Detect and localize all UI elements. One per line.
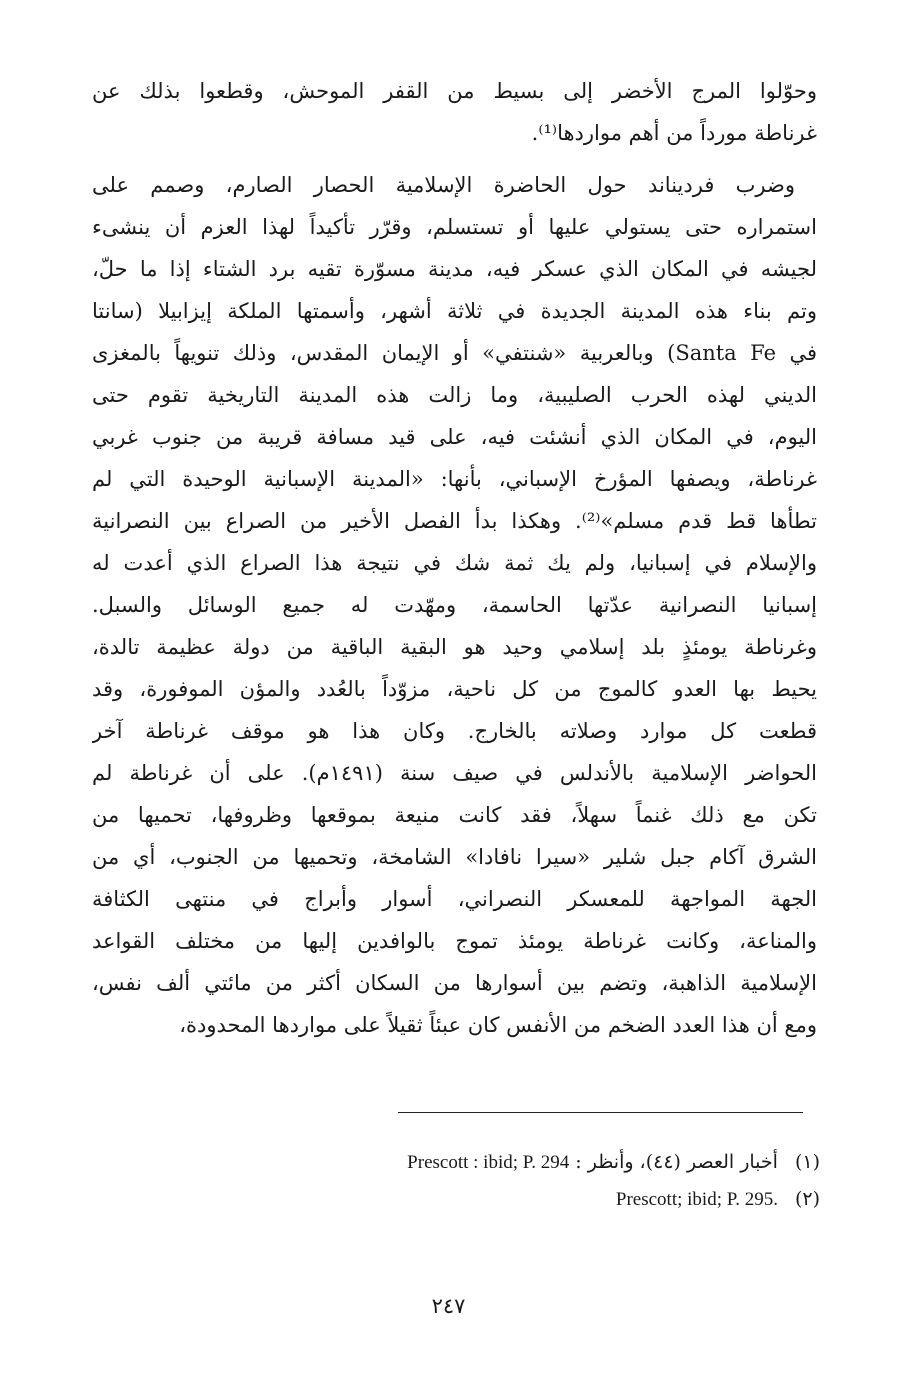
text-line: تكن مع ذلك غنماً سهلاً، فقد كانت منيعة بموقعها وظروفها، تحميها من bbox=[92, 803, 817, 827]
footnote-text-arabic: أخبار العصر (٤٤)، وأنظر : bbox=[575, 1151, 778, 1173]
text-line: وحوّلوا المرج الأخضر إلى بسيط من القفر الموحش، وقطعوا بذلك عن bbox=[92, 79, 817, 103]
text-line: والإسلام في إسبانيا، ولم يك ثمة شك في نتيجة هذا الصراع الذي أعدت له bbox=[92, 551, 817, 575]
text-line: في Santa Fe) وبالعربية «شنتفي» أو الإيمان المقدس، وذلك تنويهاً بالمغزى bbox=[92, 341, 817, 365]
footnotes bbox=[300, 1144, 820, 1218]
paragraph-1 bbox=[92, 70, 817, 154]
text-line: غرناطة مورداً من أهم مواردها⁽¹⁾. bbox=[531, 121, 817, 145]
text-line: اليوم، في المكان الذي أنشئت فيه، على قيد مسافة قريبة من جنوب غربي bbox=[92, 425, 817, 449]
footnote-2 bbox=[300, 1181, 820, 1218]
text-line: الإسلامية الذاهبة، وتضم بين أسوارها من السكان أكثر من مائتي ألف نفس، bbox=[92, 971, 817, 995]
text-line: وتم بناء هذه المدينة الجديدة في ثلاثة أشهر، وأسمتها الملكة إيزابيلا (سانتا bbox=[92, 299, 817, 323]
text-line: الشرق آكام جبل شلير «سيرا نافادا» الشامخة، وتحميها من الجنوب، أي من bbox=[92, 845, 817, 869]
footnote-reference: Prescott : ibid; P. 294 bbox=[407, 1152, 570, 1173]
footnote-number: (١) bbox=[794, 1151, 820, 1173]
text-line: قطعت كل موارد وصلاته بالخارج. وكان هذا هو موقف غرناطة آخر bbox=[92, 719, 817, 743]
footnote-number: (٢) bbox=[794, 1188, 820, 1210]
text-line: الحواضر الإسلامية بالأندلس في صيف سنة (١٤٩١م). على أن غرناطة لم bbox=[92, 761, 817, 785]
text-line: الديني لهذه الحرب الصليبية، وما زالت هذه المدينة التاريخية تقوم حتى bbox=[92, 383, 817, 407]
text-line: الجهة المواجهة للمعسكر النصراني، أسوار وأبراج في منتهى الكثافة bbox=[92, 887, 817, 911]
text-line: استمراره حتى يستولي عليها أو تستسلم، وقرّر تأكيداً لهذا العزم أن ينشىء bbox=[92, 215, 817, 239]
text-line: يحيط بها العدو كالموج من كل ناحية، مزوّداً بالعُدد والمؤن الموفورة، وقد bbox=[92, 677, 817, 701]
text-line: ومع أن هذا العدد الضخم من الأنفس كان عبئاً ثقيلاً على مواردها المحدودة، bbox=[179, 1013, 817, 1037]
footnote-divider bbox=[398, 1112, 803, 1113]
text-line: والمناعة، وكانت غرناطة يومئذ تموج بالوافدين إليها من مختلف القواعد bbox=[92, 929, 817, 953]
text-line: لجيشه في المكان الذي عسكر فيه، مدينة مسوّرة تقيه برد الشتاء إذا ما حلّ، bbox=[92, 257, 817, 281]
footnote-reference: Prescott; ibid; P. 295. bbox=[615, 1189, 778, 1210]
text-line: غرناطة، ويصفها المؤرخ الإسباني، بأنها: «المدينة الإسبانية الوحيدة التي لم bbox=[92, 467, 817, 491]
text-line: تطأها قط قدم مسلم»⁽²⁾. وهكذا بدأ الفصل الأخير من الصراع بين النصرانية bbox=[92, 509, 817, 533]
page-number: ٢٤٧ bbox=[431, 1294, 466, 1318]
text-line: وغرناطة يومئذٍ بلد إسلامي وحيد هو البقية الباقية من دولة عظيمة تالدة، bbox=[92, 635, 817, 659]
main-text bbox=[92, 70, 817, 1046]
text-line: وضرب فرديناند حول الحاضرة الإسلامية الحصار الصارم، وصمم على bbox=[92, 173, 795, 197]
paragraph-2 bbox=[92, 164, 817, 1046]
text-line: إسبانيا النصرانية عدّتها الحاسمة، ومهّدت له جميع الوسائل والسبل. bbox=[92, 593, 817, 617]
footnote-1 bbox=[300, 1144, 820, 1181]
